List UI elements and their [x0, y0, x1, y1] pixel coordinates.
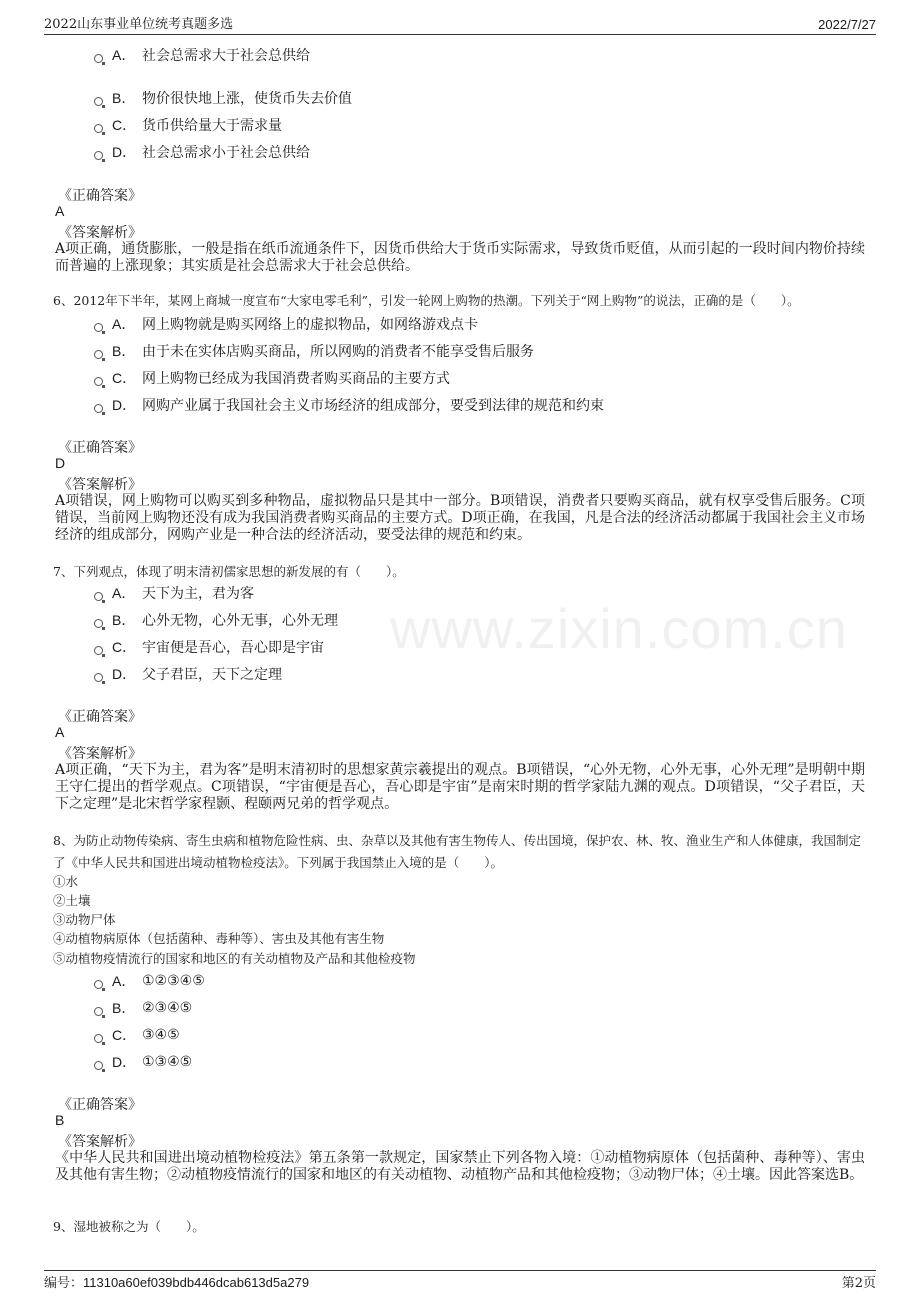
- option-text: 天下为主，君为客: [142, 586, 254, 602]
- option-letter: D．: [112, 144, 137, 160]
- answer-label: 《正确答案》: [58, 709, 142, 725]
- radio-icon[interactable]: [94, 377, 103, 386]
- radio-icon[interactable]: [94, 1034, 103, 1043]
- analysis-label: 《答案解析》: [58, 1134, 142, 1150]
- option-text: 心外无物，心外无事，心外无理: [142, 613, 338, 629]
- analysis-label: 《答案解析》: [58, 746, 142, 762]
- question-item: ①水: [53, 874, 79, 889]
- option-letter: A．: [112, 973, 136, 989]
- radio-icon[interactable]: [94, 619, 103, 628]
- option-letter: A．: [112, 585, 136, 601]
- option-letter: C．: [112, 1027, 137, 1043]
- option-c[interactable]: [94, 115, 282, 135]
- analysis-text: A项正确，“天下为主，君为客”是明末清初时的思想家黄宗羲提出的观点。B项错误，“心外无物，心外无事，心外无理”是明朝中期王守仁提出的哲学观点。C项错误，“宇宙便是吾心，吾心即是宇宙”是南宋时期的哲学家陆九渊的观点。D项错误，“父子君臣，天下之定理”是北宋哲学家程颢、程颐两兄弟的哲学观点。: [55, 762, 865, 812]
- answer-value: D: [55, 455, 66, 471]
- option-letter: A．: [112, 316, 136, 332]
- option-a[interactable]: [94, 45, 310, 65]
- option-d[interactable]: [94, 395, 604, 415]
- radio-icon[interactable]: [94, 646, 103, 655]
- answer-label: 《正确答案》: [58, 188, 142, 204]
- question-item: ②土壤: [53, 893, 91, 908]
- option-a[interactable]: [94, 971, 205, 991]
- radio-icon[interactable]: [94, 404, 103, 413]
- radio-icon[interactable]: [94, 124, 103, 133]
- option-letter: B．: [112, 343, 136, 359]
- question-text: 6、2012年下半年，某网上商城一度宣布“大家电零毛利”，引发一轮网上购物的热潮。下列关于“网上购物”的说法，正确的是（ ）。: [53, 293, 800, 308]
- option-d[interactable]: [94, 664, 282, 684]
- option-text: 父子君臣，天下之定理: [142, 667, 282, 683]
- option-text: 网上购物就是购买网络上的虚拟物品，如网络游戏点卡: [142, 317, 478, 333]
- option-text: 社会总需求大于社会总供给: [142, 48, 310, 64]
- option-letter: D．: [112, 1054, 137, 1070]
- answer-value: A: [55, 203, 65, 219]
- option-b[interactable]: [94, 998, 192, 1018]
- analysis-text: 《中华人民共和国进出境动植物检疫法》第五条第一款规定，国家禁止下列各物入境：①动植物病原体（包括菌种、毒种等）、害虫及其他有害生物；②动植物疫情流行的国家和地区的有关动植物、动植物产品和其他检疫物；③动物尸体；④土壤。因此答案选B。: [55, 1150, 865, 1183]
- option-c[interactable]: [94, 1025, 180, 1045]
- option-letter: C．: [112, 639, 137, 655]
- option-letter: D．: [112, 666, 137, 682]
- document-code: 编号：11310a60ef039bdb446dcab613d5a279: [44, 1275, 310, 1290]
- option-letter: B．: [112, 612, 136, 628]
- option-b[interactable]: [94, 610, 338, 630]
- option-c[interactable]: [94, 368, 450, 388]
- analysis-label: 《答案解析》: [58, 225, 142, 241]
- analysis-label: 《答案解析》: [58, 477, 142, 493]
- page-number: 第2页: [841, 1276, 876, 1291]
- option-letter: C．: [112, 370, 137, 386]
- answer-value: A: [55, 724, 65, 740]
- option-text: 社会总需求小于社会总供给: [142, 145, 310, 161]
- question-text: 9、湿地被称之为（ ）。: [53, 1219, 205, 1234]
- answer-label: 《正确答案》: [58, 440, 142, 456]
- page-footer: [44, 1270, 876, 1291]
- option-a[interactable]: [94, 583, 254, 603]
- option-letter: A．: [112, 47, 136, 63]
- document-date: 2022/7/27: [818, 17, 876, 32]
- option-d[interactable]: [94, 1052, 192, 1072]
- radio-icon[interactable]: [94, 350, 103, 359]
- radio-icon[interactable]: [94, 673, 103, 682]
- option-text: 网购产业属于我国社会主义市场经济的组成部分，要受到法律的规范和约束: [142, 398, 604, 414]
- radio-icon[interactable]: [94, 592, 103, 601]
- analysis-text: A项正确，通货膨胀，一般是指在纸币流通条件下，因货币供给大于货币实际需求，导致货币贬值，从而引起的一段时间内物价持续而普遍的上涨现象；其实质是社会总需求大于社会总供给。: [55, 241, 865, 274]
- analysis-text: A项错误，网上购物可以购买到多种物品，虚拟物品只是其中一部分。B项错误，消费者只要购买商品，就有权享受售后服务。C项错误，当前网上购物还没有成为我国消费者购买商品的主要方式。D项正确，在我国，凡是合法的经济活动都属于我国社会主义市场经济的组成部分，网购产业是一种合法的经济活动，要受法律的规范和约束。: [55, 493, 865, 543]
- option-letter: D．: [112, 397, 137, 413]
- option-text: 物价很快地上涨，使货币失去价值: [142, 91, 352, 107]
- question-item: ④动植物病原体（包括菌种、毒种等）、害虫及其他有害生物: [53, 931, 385, 946]
- option-c[interactable]: [94, 637, 324, 657]
- question-item: ③动物尸体: [53, 912, 116, 927]
- option-letter: B．: [112, 1000, 136, 1016]
- page-header: [44, 12, 876, 35]
- question-text: 7、下列观点，体现了明末清初儒家思想的新发展的有（ ）。: [53, 564, 405, 579]
- radio-icon[interactable]: [94, 323, 103, 332]
- answer-label: 《正确答案》: [58, 1097, 142, 1113]
- option-a[interactable]: [94, 314, 478, 334]
- option-text: ③④⑤: [142, 1027, 180, 1043]
- radio-icon[interactable]: [94, 97, 103, 106]
- option-text: 货币供给量大于需求量: [142, 118, 282, 134]
- option-text: ①③④⑤: [142, 1054, 193, 1070]
- question-item: ⑤动植物疫情流行的国家和地区的有关动植物及产品和其他检疫物: [53, 951, 416, 966]
- option-text: ①②③④⑤: [142, 973, 205, 989]
- radio-icon[interactable]: [94, 54, 103, 63]
- option-text: 网上购物已经成为我国消费者购买商品的主要方式: [142, 371, 450, 387]
- option-letter: B．: [112, 90, 136, 106]
- radio-icon[interactable]: [94, 1007, 103, 1016]
- option-b[interactable]: [94, 341, 534, 361]
- option-text: 宇宙便是吾心，吾心即是宇宙: [142, 640, 324, 656]
- option-text: ②③④⑤: [142, 1000, 193, 1016]
- watermark: www.zixin.com.cn: [390, 597, 848, 660]
- option-text: 由于未在实体店购买商品，所以网购的消费者不能享受售后服务: [142, 344, 534, 360]
- document-title: 2022山东事业单位统考真题多选: [44, 17, 234, 32]
- option-letter: C．: [112, 117, 137, 133]
- radio-icon[interactable]: [94, 151, 103, 160]
- radio-icon[interactable]: [94, 980, 103, 989]
- option-d[interactable]: [94, 142, 310, 162]
- radio-icon[interactable]: [94, 1061, 103, 1070]
- question-text: 8、为防止动物传染病、寄生虫病和植物危险性病、虫、杂草以及其他有害生物传人、传出国境，保护农、林、牧、渔业生产和人体健康，我国制定了《中华人民共和国进出境动植物检疫法》。下列属于我国禁止入境的是（ ）。: [53, 833, 861, 870]
- answer-value: B: [55, 1112, 65, 1128]
- option-b[interactable]: [94, 88, 352, 108]
